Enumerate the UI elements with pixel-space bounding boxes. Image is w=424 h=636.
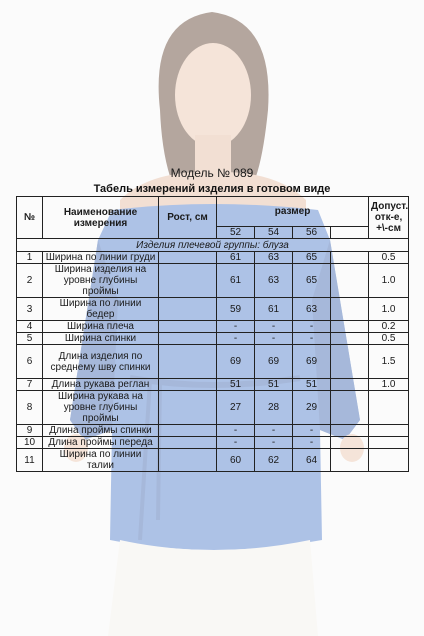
row-tolerance: 1.5 [369, 345, 409, 379]
section-row [17, 239, 409, 252]
header-tolerance: Допуст. отк-е, +\-см [369, 197, 409, 239]
table-body [17, 252, 409, 472]
row-size-52: 61 [217, 264, 255, 298]
table-row [17, 333, 409, 345]
row-size-52: 61 [217, 252, 255, 264]
row-tolerance: 0.5 [369, 252, 409, 264]
row-num: 10 [17, 437, 43, 449]
row-size-56: - [293, 425, 331, 437]
row-size-56: - [293, 437, 331, 449]
row-size-empty [331, 345, 369, 379]
row-num: 7 [17, 379, 43, 391]
row-size-52: - [217, 425, 255, 437]
size-value: 56 [293, 227, 331, 239]
row-size-52: 51 [217, 379, 255, 391]
row-name: Длина изделия по среднему шву спинки [43, 345, 159, 379]
row-tolerance: 0.2 [369, 321, 409, 333]
row-size-54: 62 [255, 449, 293, 472]
row-size-56: 29 [293, 391, 331, 425]
row-size-empty [331, 449, 369, 472]
row-size-empty [331, 252, 369, 264]
size-value: 52 [217, 227, 255, 239]
size-value: 54 [255, 227, 293, 239]
row-size-56: 69 [293, 345, 331, 379]
header-num: № [17, 197, 43, 239]
row-height [159, 345, 217, 379]
row-height [159, 425, 217, 437]
table-row [17, 298, 409, 321]
row-name: Ширина плеча [43, 321, 159, 333]
row-name: Длина рукава реглан [43, 379, 159, 391]
row-size-52: - [217, 437, 255, 449]
row-size-52: - [217, 333, 255, 345]
row-size-54: 51 [255, 379, 293, 391]
header-row [17, 197, 409, 227]
row-size-56: 65 [293, 252, 331, 264]
row-height [159, 298, 217, 321]
row-tolerance [369, 425, 409, 437]
row-num: 9 [17, 425, 43, 437]
row-size-52: 59 [217, 298, 255, 321]
row-size-54: - [255, 333, 293, 345]
row-size-empty [331, 298, 369, 321]
row-size-54: 61 [255, 298, 293, 321]
row-name: Длина проймы спинки [43, 425, 159, 437]
table-row [17, 321, 409, 333]
row-name: Ширина по линии груди [43, 252, 159, 264]
row-size-54: 63 [255, 252, 293, 264]
row-tolerance [369, 391, 409, 425]
row-height [159, 264, 217, 298]
row-size-52: 60 [217, 449, 255, 472]
row-height [159, 437, 217, 449]
row-size-52: 27 [217, 391, 255, 425]
row-num: 8 [17, 391, 43, 425]
row-size-56: - [293, 321, 331, 333]
row-tolerance: 0.5 [369, 333, 409, 345]
row-height [159, 379, 217, 391]
row-name: Длина проймы переда [43, 437, 159, 449]
row-num: 4 [17, 321, 43, 333]
table-row [17, 252, 409, 264]
row-tolerance [369, 437, 409, 449]
row-size-54: 63 [255, 264, 293, 298]
row-name: Ширина по линии бедер [43, 298, 159, 321]
row-size-empty [331, 333, 369, 345]
row-num: 5 [17, 333, 43, 345]
model-label: Модель № 089 [170, 166, 254, 180]
table-row [17, 379, 409, 391]
row-num: 3 [17, 298, 43, 321]
row-size-56: 63 [293, 298, 331, 321]
row-size-empty [331, 321, 369, 333]
row-size-54: 69 [255, 345, 293, 379]
table-row [17, 449, 409, 472]
row-size-56: 51 [293, 379, 331, 391]
row-size-empty [331, 264, 369, 298]
row-num: 6 [17, 345, 43, 379]
row-height [159, 449, 217, 472]
row-size-empty [331, 391, 369, 425]
row-size-empty [331, 379, 369, 391]
header-size: размер [217, 197, 369, 227]
row-size-54: 28 [255, 391, 293, 425]
row-name: Ширина по линии талии [43, 449, 159, 472]
table-row [17, 264, 409, 298]
row-tolerance: 1.0 [369, 264, 409, 298]
row-size-56: 64 [293, 449, 331, 472]
row-num: 2 [17, 264, 43, 298]
row-height [159, 321, 217, 333]
row-tolerance: 1.0 [369, 379, 409, 391]
row-size-56: 65 [293, 264, 331, 298]
row-tolerance: 1.0 [369, 298, 409, 321]
header-height: Рост, см [159, 197, 217, 239]
table-title: Табель измерений изделия в готовом виде [93, 183, 331, 195]
row-size-52: - [217, 321, 255, 333]
row-num: 11 [17, 449, 43, 472]
row-size-54: - [255, 425, 293, 437]
row-size-52: 69 [217, 345, 255, 379]
table-row [17, 345, 409, 379]
row-name: Ширина спинки [43, 333, 159, 345]
table-row [17, 437, 409, 449]
row-size-54: - [255, 321, 293, 333]
row-size-empty [331, 437, 369, 449]
row-name: Ширина изделия на уровне глубины проймы [43, 264, 159, 298]
row-size-54: - [255, 437, 293, 449]
row-height [159, 333, 217, 345]
row-height [159, 252, 217, 264]
size-value-empty [331, 227, 369, 239]
row-tolerance [369, 449, 409, 472]
row-height [159, 391, 217, 425]
row-size-empty [331, 425, 369, 437]
row-name: Ширина рукава на уровне глубины проймы [43, 391, 159, 425]
header-name: Наименование измерения [43, 197, 159, 239]
measurement-table [16, 196, 409, 472]
section-title: Изделия плечевой группы: блуза [17, 239, 409, 252]
table-row [17, 391, 409, 425]
table-row [17, 425, 409, 437]
row-num: 1 [17, 252, 43, 264]
row-size-56: - [293, 333, 331, 345]
